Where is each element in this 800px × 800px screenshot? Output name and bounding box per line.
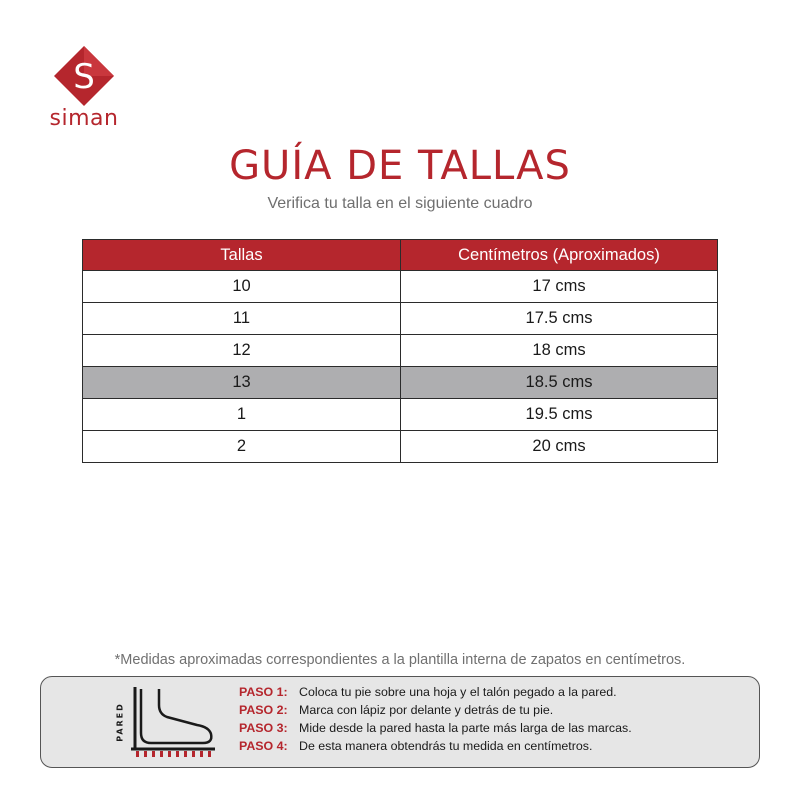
steps-list [239,683,749,755]
table-row [83,335,718,367]
step-label: PASO 4: [239,739,288,753]
step-3 [239,719,749,737]
step-label: PASO 2: [239,703,288,717]
cm-cell: 17.5 cms [401,303,718,335]
column-header-size: Tallas [83,240,401,271]
cm-cell: 19.5 cms [401,399,718,431]
cm-cell: 20 cms [401,431,718,463]
size-table [82,239,718,463]
table-header-row [83,240,718,271]
table-row [83,303,718,335]
table-row [83,271,718,303]
step-text: Marca con lápiz por delante y detrás de tu pie. [299,703,554,717]
step-text: Mide desde la pared hasta la parte más larga de las marcas. [299,721,632,735]
step-label: PASO 3: [239,721,288,735]
step-1 [239,683,749,701]
brand-logo [40,40,128,136]
svg-text:PARED: PARED [115,702,125,742]
step-text: Coloca tu pie sobre una hoja y el talón pegado a la pared. [299,685,617,699]
siman-logo-icon [52,44,116,108]
cm-cell: 18 cms [401,335,718,367]
logo-letter: S [73,57,95,97]
column-header-cm: Centímetros (Aproximados) [401,240,718,271]
step-4 [239,737,749,755]
size-cell: 12 [83,335,401,367]
size-cell: 13 [83,367,401,399]
brand-name: siman [49,106,119,131]
size-cell: 10 [83,271,401,303]
instructions-panel [40,676,760,768]
table-row-highlighted [83,367,718,399]
page-title: GUÍA DE TALLAS [229,143,571,189]
step-label: PASO 1: [239,685,288,699]
step-2 [239,701,749,719]
foot-against-wall-icon [119,683,229,763]
footnote: *Medidas aproximadas correspondientes a la plantilla interna de zapatos en centímetros. [114,652,686,668]
table-row [83,431,718,463]
size-cell: 1 [83,399,401,431]
cm-cell: 17 cms [401,271,718,303]
page-subtitle: Verifica tu talla en el siguiente cuadro [267,195,533,212]
step-text: De esta manera obtendrás tu medida en centímetros. [299,739,593,753]
table-row [83,399,718,431]
cm-cell: 18.5 cms [401,367,718,399]
size-cell: 2 [83,431,401,463]
size-cell: 11 [83,303,401,335]
